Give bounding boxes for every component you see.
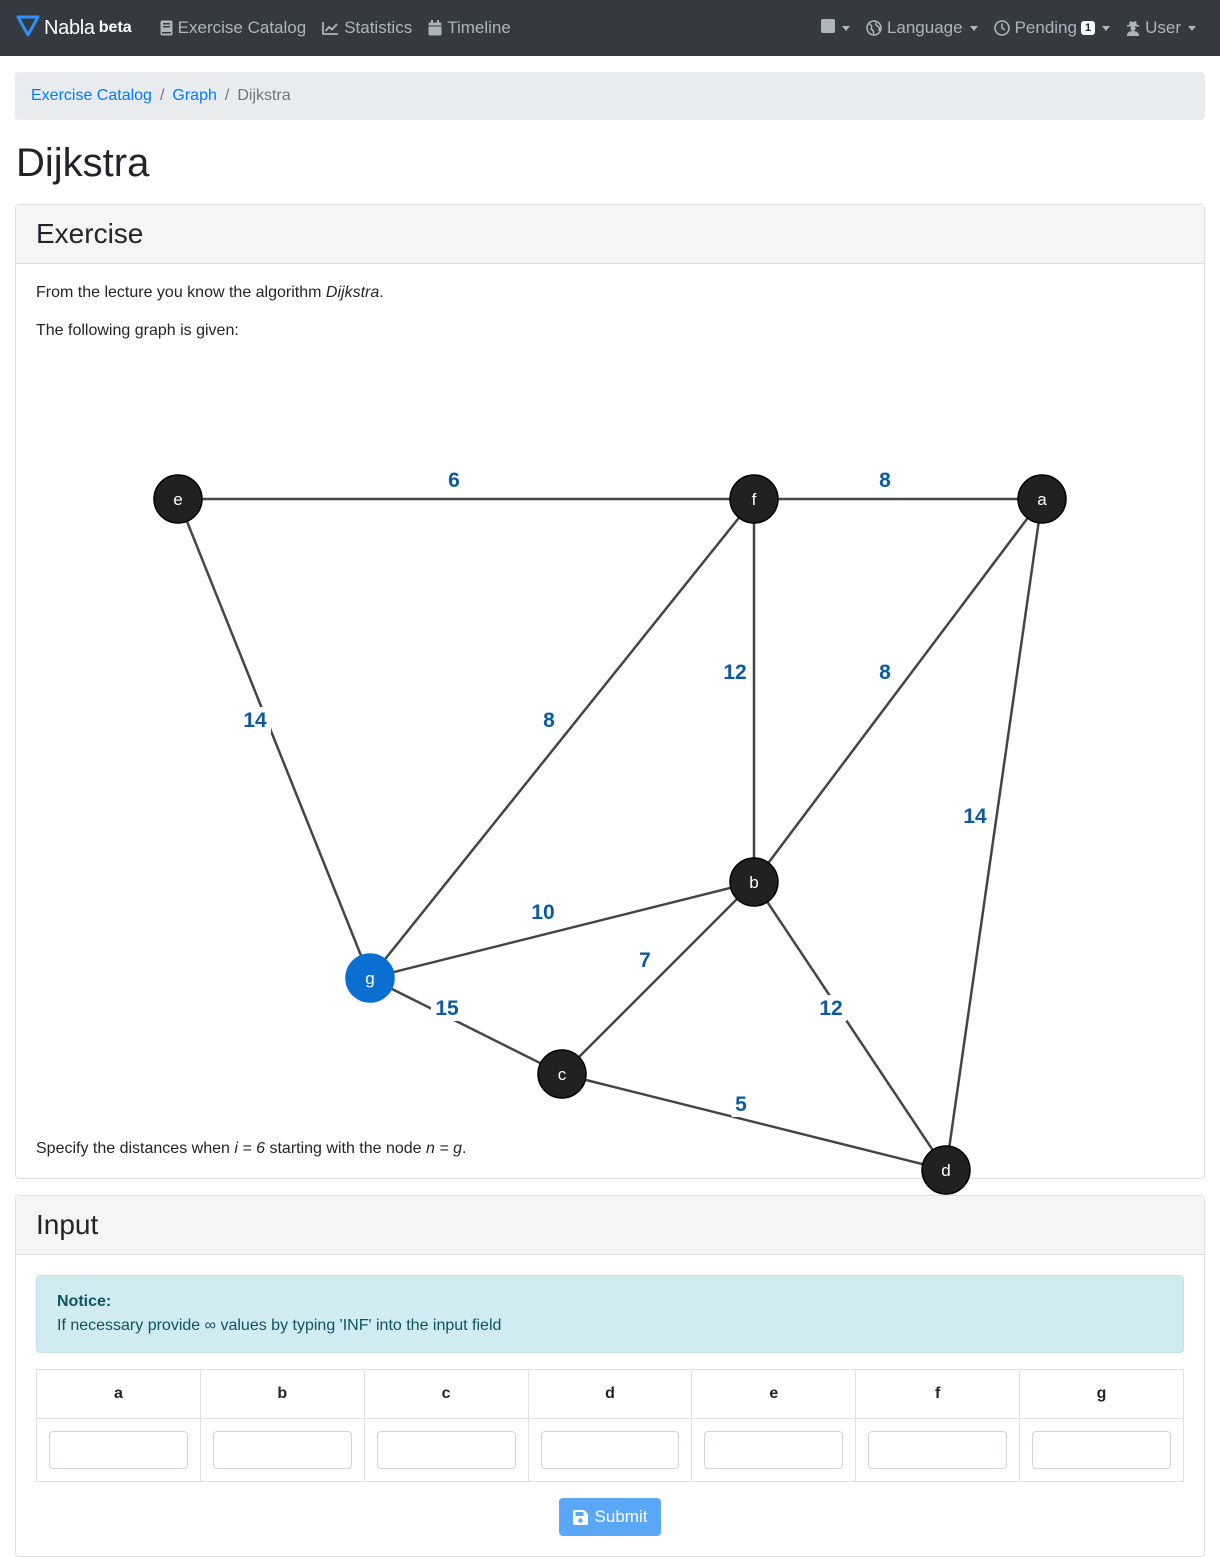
edge-weight-b-d: 12 bbox=[819, 997, 843, 1020]
chevron-down-icon bbox=[842, 26, 850, 31]
node-label: d bbox=[941, 1161, 951, 1180]
notice-title: Notice: bbox=[57, 1293, 112, 1310]
column-header-d: d bbox=[528, 1370, 692, 1419]
input-card bbox=[15, 1195, 1205, 1557]
submit-row bbox=[36, 1498, 1184, 1536]
graph-node-g bbox=[346, 954, 394, 1002]
calendar-icon bbox=[428, 20, 442, 36]
language-dropdown[interactable] bbox=[866, 18, 978, 38]
node-label: a bbox=[1037, 490, 1047, 509]
edge-weight-c-d: 5 bbox=[735, 1093, 747, 1116]
edge-weight-f-g: 8 bbox=[543, 709, 555, 732]
theme-dropdown[interactable] bbox=[821, 18, 850, 38]
language-label: Language bbox=[886, 18, 963, 37]
node-label: e bbox=[173, 490, 183, 509]
edge-weight-e-f: 6 bbox=[448, 469, 460, 492]
edge-f-g bbox=[370, 499, 754, 978]
input-card-body bbox=[16, 1255, 1204, 1556]
edge-weight-g-c: 15 bbox=[435, 997, 459, 1020]
exercise-card-body bbox=[16, 264, 1204, 1178]
edge-a-b bbox=[754, 499, 1042, 882]
distance-cell-f bbox=[856, 1419, 1020, 1482]
edge-e-g bbox=[178, 499, 370, 978]
edge-g-b bbox=[370, 882, 754, 978]
graph-node-a bbox=[1018, 475, 1066, 523]
brand-link[interactable] bbox=[16, 15, 132, 42]
edge-weight-f-a: 8 bbox=[879, 469, 891, 492]
exercise-heading: Exercise bbox=[36, 218, 144, 249]
main-container bbox=[0, 56, 1220, 1557]
submit-label: Submit bbox=[594, 1507, 648, 1526]
distance-table-header-row bbox=[37, 1370, 1184, 1419]
chevron-down-icon bbox=[1102, 26, 1110, 31]
intro-text: From the lecture you know the algorithm bbox=[36, 284, 326, 301]
graph-intro: The following graph is given: bbox=[36, 322, 239, 339]
pending-dropdown[interactable] bbox=[994, 18, 1111, 38]
distance-input-g[interactable] bbox=[1032, 1431, 1171, 1469]
edge-weight-e-g: 14 bbox=[243, 709, 267, 732]
distance-cell-d bbox=[528, 1419, 692, 1482]
navbar-right-group bbox=[813, 18, 1204, 38]
algorithm-name: Dijkstra bbox=[325, 284, 380, 301]
submit-button[interactable] bbox=[559, 1498, 662, 1536]
task-text bbox=[36, 1140, 1184, 1158]
node-label: b bbox=[749, 873, 759, 892]
globe-icon bbox=[866, 20, 882, 36]
nav-statistics-label: Statistics bbox=[344, 18, 413, 37]
task-part: starting with the node bbox=[265, 1140, 427, 1157]
nav-exercise-catalog[interactable] bbox=[160, 18, 307, 38]
breadcrumb bbox=[15, 72, 1205, 120]
breadcrumb-current: Dijkstra bbox=[237, 87, 291, 104]
nabla-logo-icon bbox=[16, 15, 40, 42]
distance-cell-g bbox=[1020, 1419, 1184, 1482]
column-header-a: a bbox=[37, 1370, 201, 1419]
distance-input-d[interactable] bbox=[541, 1431, 680, 1469]
graph-node-d bbox=[922, 1146, 970, 1194]
input-heading: Input bbox=[36, 1209, 99, 1240]
book-icon bbox=[160, 20, 173, 36]
nav-exercise-catalog-label: Exercise Catalog bbox=[177, 18, 307, 37]
brand-badge: beta bbox=[98, 19, 132, 36]
edge-g-c bbox=[370, 978, 562, 1074]
user-secret-icon bbox=[1126, 20, 1140, 36]
node-label: f bbox=[751, 490, 757, 509]
column-header-f: f bbox=[856, 1370, 1020, 1419]
breadcrumb-separator: / bbox=[159, 87, 165, 104]
task-start-node: n = g bbox=[426, 1140, 463, 1157]
square-icon bbox=[821, 18, 835, 38]
chart-line-icon bbox=[322, 21, 339, 35]
chevron-down-icon bbox=[970, 26, 978, 31]
page-title: Dijkstra bbox=[16, 141, 150, 185]
nav-timeline[interactable] bbox=[428, 18, 511, 38]
notice-text: If necessary provide ∞ values by typing 'INF' into the input field bbox=[57, 1317, 502, 1334]
nav-statistics[interactable] bbox=[322, 18, 412, 38]
breadcrumb-separator: / bbox=[224, 87, 230, 104]
user-label: User bbox=[1145, 18, 1181, 37]
distance-input-c[interactable] bbox=[377, 1431, 516, 1469]
column-header-g: g bbox=[1020, 1370, 1184, 1419]
distance-input-b[interactable] bbox=[213, 1431, 352, 1469]
distance-input-f[interactable] bbox=[868, 1431, 1007, 1469]
notice-alert bbox=[36, 1275, 1184, 1353]
pending-count-badge: 1 bbox=[1081, 21, 1095, 35]
top-navbar bbox=[0, 0, 1220, 56]
nav-timeline-label: Timeline bbox=[447, 18, 511, 37]
chevron-down-icon bbox=[1188, 26, 1196, 31]
distance-cell-e bbox=[692, 1419, 856, 1482]
column-header-b: b bbox=[200, 1370, 364, 1419]
edge-weight-b-c: 7 bbox=[639, 949, 651, 972]
clock-icon bbox=[994, 20, 1010, 36]
node-label: c bbox=[557, 1065, 567, 1084]
graph-node-e bbox=[154, 475, 202, 523]
distance-cell-c bbox=[364, 1419, 528, 1482]
distance-table bbox=[36, 1369, 1184, 1482]
edge-weight-g-b: 10 bbox=[531, 901, 555, 924]
distance-cell-b bbox=[200, 1419, 364, 1482]
edge-a-d bbox=[946, 499, 1042, 1170]
distance-cell-a bbox=[37, 1419, 201, 1482]
column-header-c: c bbox=[364, 1370, 528, 1419]
pending-label: Pending bbox=[1014, 18, 1077, 37]
task-part: . bbox=[462, 1140, 467, 1157]
exercise-card-header bbox=[16, 205, 1204, 264]
edge-b-d bbox=[754, 882, 946, 1170]
column-header-e: e bbox=[692, 1370, 856, 1419]
graph-node-f bbox=[730, 475, 778, 523]
node-label: g bbox=[365, 969, 375, 988]
intro-suffix: . bbox=[379, 284, 384, 301]
distance-input-e[interactable] bbox=[704, 1431, 843, 1469]
graph-node-c bbox=[538, 1050, 586, 1098]
distance-input-a[interactable] bbox=[49, 1431, 188, 1469]
edge-weight-a-b: 8 bbox=[879, 661, 891, 684]
task-step: i = 6 bbox=[234, 1140, 266, 1157]
exercise-intro bbox=[36, 284, 1184, 302]
brand-name: Nabla bbox=[44, 16, 95, 39]
input-card-header bbox=[16, 1196, 1204, 1255]
edge-weight-a-d: 14 bbox=[963, 805, 987, 828]
edge-weight-f-b: 12 bbox=[723, 661, 747, 684]
graph-node-b bbox=[730, 858, 778, 906]
task-part: Specify the distances when bbox=[36, 1140, 235, 1157]
breadcrumb-exercise-catalog[interactable]: Exercise Catalog bbox=[31, 87, 152, 104]
exercise-card bbox=[15, 204, 1205, 1179]
save-icon bbox=[573, 1510, 588, 1525]
edge-b-c bbox=[562, 882, 754, 1074]
distance-table-input-row bbox=[37, 1419, 1184, 1482]
user-dropdown[interactable] bbox=[1126, 18, 1196, 38]
breadcrumb-graph[interactable]: Graph bbox=[172, 87, 217, 104]
